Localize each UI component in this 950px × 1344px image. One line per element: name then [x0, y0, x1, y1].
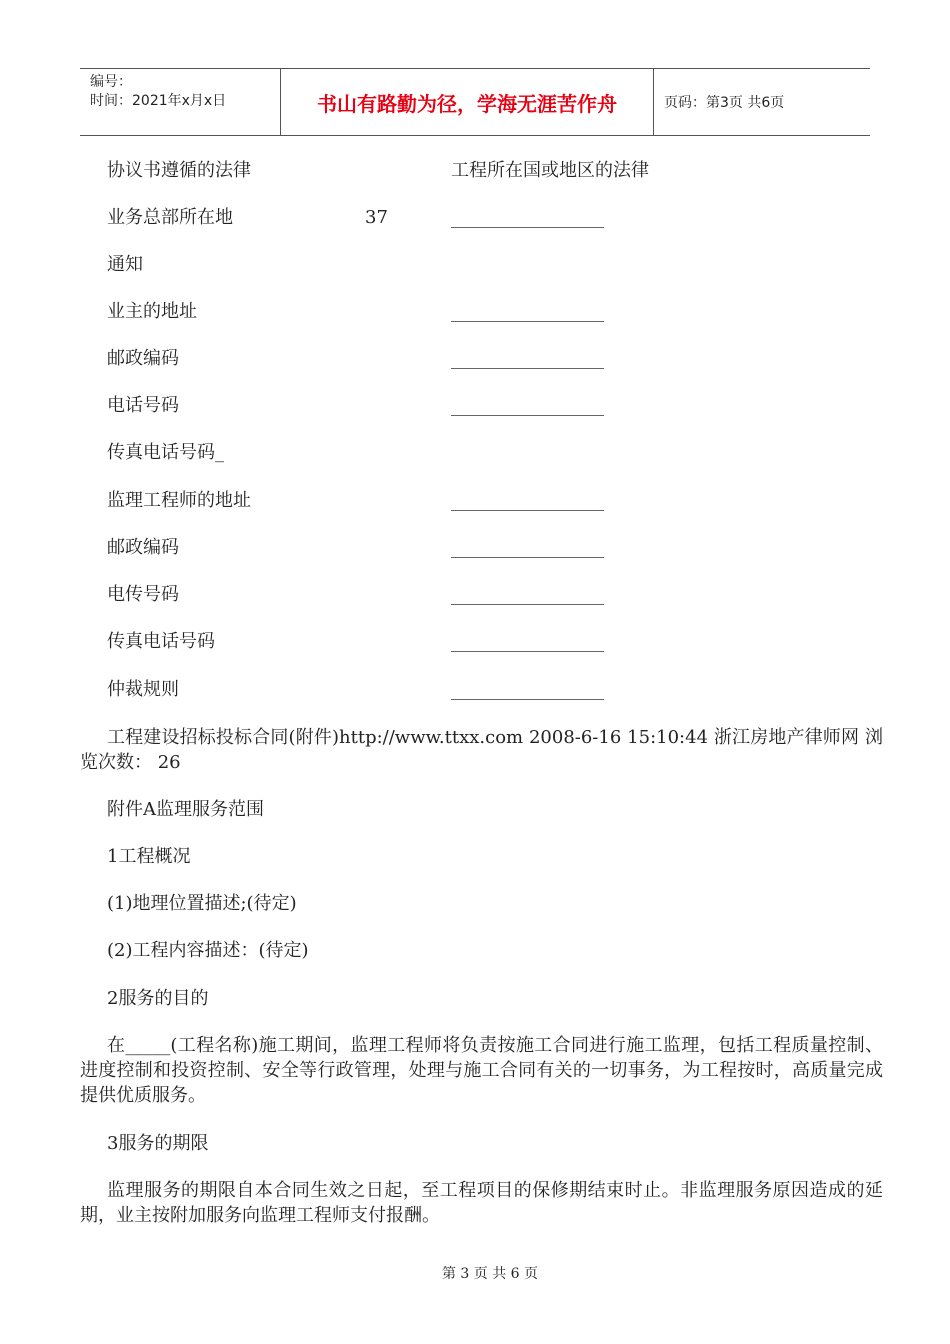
body-paragraph: 在_____(工程名称)施工期间，监理工程师将负责按施工合同进行施工监理，包括工程质量控制、进度控制和投资控制、安全等行政管理，处理与施工合同有关的一切事务，为工程按时，高质量完成提供优质服务。	[80, 1035, 883, 1106]
header-number: 编号：	[90, 74, 132, 90]
section-heading: 3服务的期限	[107, 1133, 209, 1154]
blank-line	[451, 368, 604, 369]
list-item: (1)地理位置描述;(待定)	[107, 893, 297, 914]
field-value: 工程所在国或地区的法律	[451, 160, 649, 181]
field-label: 电话号码	[107, 395, 179, 416]
source-line: 工程建设招标投标合同(附件)http://www.ttxx.com 2008-6-16 15:10:44 浙江房地产律师网 浏览次数： 26	[80, 727, 883, 773]
header-meta	[80, 69, 281, 135]
field-label: 协议书遵循的法律	[107, 160, 251, 181]
blank-line	[451, 557, 604, 558]
section-heading: 1工程概况	[107, 846, 191, 867]
section-heading: 2服务的目的	[107, 988, 209, 1009]
page-header	[80, 68, 870, 136]
blank-line	[451, 227, 604, 228]
list-item: (2)工程内容描述：(待定)	[107, 940, 309, 961]
body-paragraph: 监理服务的期限自本合同生效之日起，至工程项目的保修期结束时止。非监理服务原因造成的延期，业主按附加服务向监理工程师支付报酬。	[80, 1180, 883, 1226]
header-motto: 书山有路勤为径，学海无涯苦作舟	[281, 69, 654, 135]
field-label: 业主的地址	[107, 301, 197, 322]
field-label: 电传号码	[107, 584, 179, 605]
field-label: 邮政编码	[107, 537, 179, 558]
field-label: 业务总部所在地	[107, 207, 233, 228]
blank-line	[451, 604, 604, 605]
header-page: 页码：第3页 共6页	[664, 95, 785, 111]
field-label: 监理工程师的地址	[107, 490, 251, 511]
field-label: 邮政编码	[107, 348, 179, 369]
field-label: 仲裁规则	[107, 679, 179, 700]
blank-line	[451, 699, 604, 700]
field-label: 传真电话号码	[107, 631, 215, 652]
field-label: 传真电话号码_	[107, 442, 224, 463]
blank-line	[451, 321, 604, 322]
page-footer: 第 3 页 共 6 页	[441, 1266, 539, 1282]
header-time: 时间：2021年x月x日	[90, 93, 227, 109]
blank-line	[451, 651, 604, 652]
blank-line	[451, 510, 604, 511]
blank-line	[451, 415, 604, 416]
field-number: 37	[365, 207, 388, 228]
field-label: 通知	[107, 254, 143, 275]
annex-heading: 附件A监理服务范围	[107, 799, 264, 820]
